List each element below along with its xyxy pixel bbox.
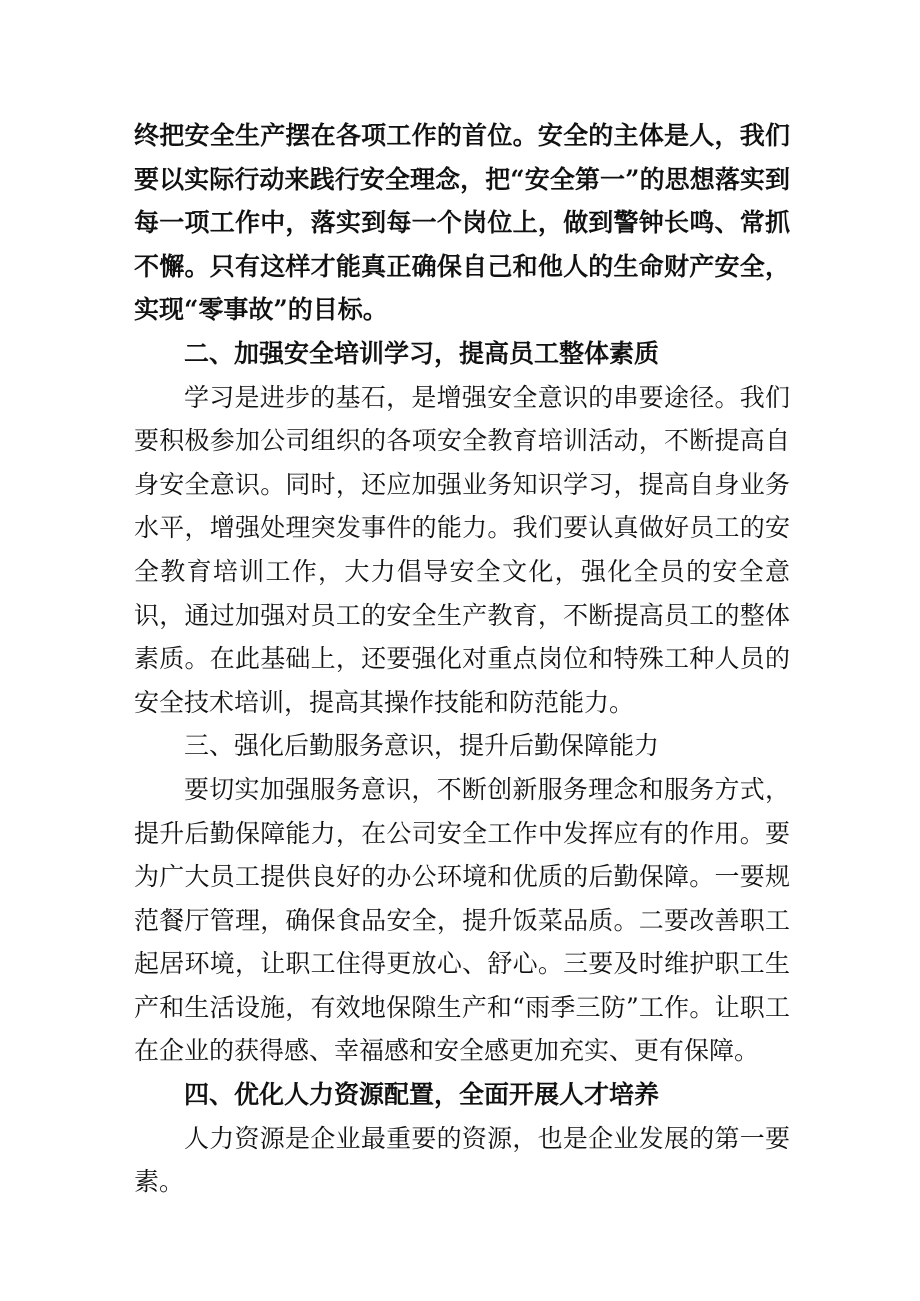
paragraph-human-resources: 人力资源是企业最重要的资源，也是企业发展的第一要素。 bbox=[134, 1123, 790, 1197]
paragraph-logistics: 要切实加强服务意识，不断创新服务理念和服务方式，提升后勤保障能力，在公司安全工作中发挥应有的作用。要为广大员工提供良好的办公环境和优质的后勤保障。一要规范餐厅管理，确保食品安全，提升饭菜品质。二要改善职工起居环境，让职工住得更放心、舒心。三要及时维护职工生产和生活设施，有效地保隙生产和“雨季三防”工作。让职工在企业的获得感、幸福感和安全感更加充实、更有保障。 bbox=[134, 774, 790, 1066]
document-body bbox=[134, 114, 790, 1204]
section-heading-4: 四、优化人力资源配置，全面开展人才培养 bbox=[184, 1080, 660, 1110]
paragraph-training: 学习是进步的基石，是增强安全意识的串要途径。我们要积极参加公司组织的各项安全教育培训活动，不断提高自身安全意识。同时，还应加强业务知识学习，提高自身业务水平，增强处理突发事件的能力。我们要认真做好员工的安全教育培训工作，大力倡导安全文化，强化全员的安全意识，通过加强对员工的安全生产教育，不断提高员工的整体素质。在此基础上，还要强化对重点岗位和特殊工种人员的安全技术培训，提高其操作技能和防范能力。 bbox=[134, 382, 790, 717]
section-heading-3: 三、强化后勤服务意识，提升后勤保障能力 bbox=[184, 731, 660, 761]
section-heading-2: 二、加强安全培训学习，提高员工整体素质 bbox=[184, 338, 660, 368]
paragraph-continuation: 终把安全生产摆在各项工作的首位。安全的主体是人，我们要以实际行动来践行安全理念，把“安全第一”的思想落实到每一项工作中，落实到每一个岗位上，做到警钟长鸣、常抓不懈。只有这样才能真正确保自己和他人的生命财产安全，实现“零事故”的目标。 bbox=[134, 121, 790, 325]
